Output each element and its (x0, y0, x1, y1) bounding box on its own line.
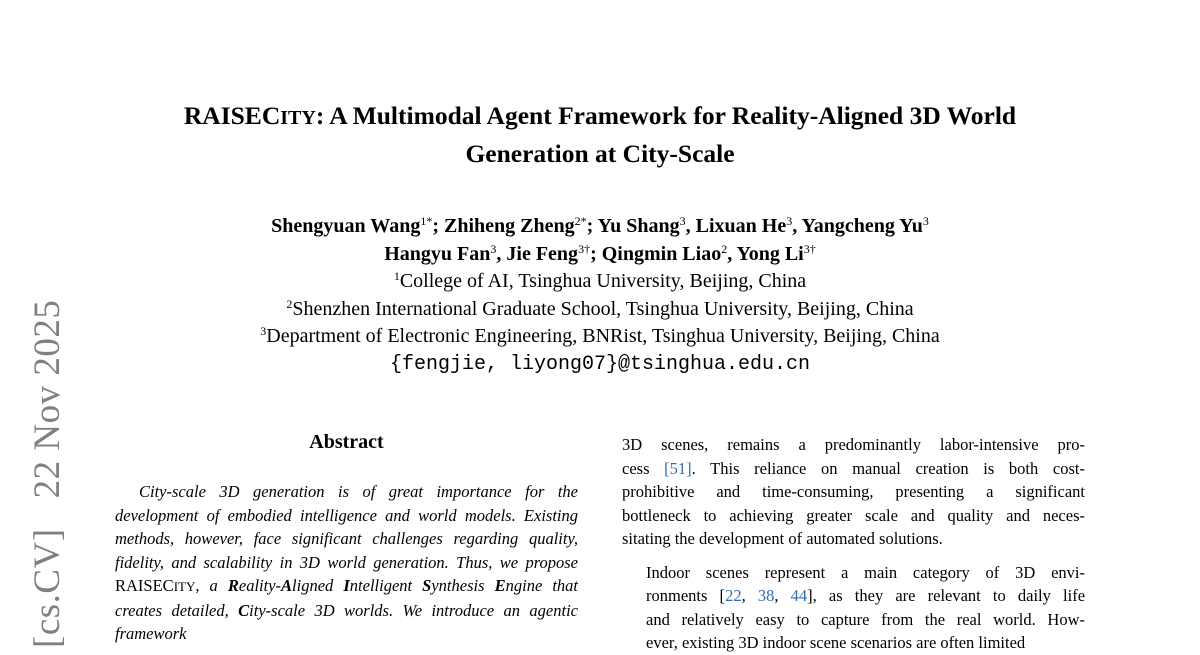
title-smallcaps: ITY (280, 107, 316, 129)
author-name: Qingmin Liao (601, 242, 722, 265)
acronym-letter: A (281, 576, 293, 595)
affiliation-number: 2 (286, 296, 293, 311)
author-affiliation-mark: 3 (786, 214, 793, 228)
author-separator: , (792, 215, 802, 237)
affiliation-line (0, 323, 1200, 351)
citation-link[interactable]: [51] (664, 458, 692, 478)
author-name: Zhiheng Zheng (444, 215, 575, 237)
author-affiliation-mark: 2* (574, 214, 587, 228)
author-line-2 (0, 241, 1200, 269)
author-affiliation-mark: 1* (420, 214, 433, 228)
acronym-letter: R (227, 576, 239, 595)
acronym-letter: C (238, 600, 250, 620)
text-line: prohibitive and time-consuming, presenting a significant (622, 482, 1085, 501)
acronym-letter: I (343, 576, 350, 595)
text-line: sitating the development of automated solutions. (622, 529, 943, 548)
system-name (115, 576, 195, 595)
affiliation-line (0, 268, 1200, 296)
system-name-smallcaps: ITY (173, 579, 196, 594)
abstract-body: ligned (292, 576, 344, 595)
author-name: Yangcheng Yu (801, 215, 923, 237)
author-block (0, 213, 1200, 378)
abstract-body: ity-scale 3D worlds. We introduce an agentic framework (115, 600, 578, 643)
author-name: Hangyu Fan (384, 242, 491, 265)
text-line: Indoor scenes represent a main category of 3D envi- (646, 562, 1085, 582)
affiliation-number: 1 (393, 269, 400, 283)
author-separator: , (496, 242, 507, 265)
author-separator: , (685, 215, 696, 237)
author-name: Shengyuan Wang (271, 215, 421, 237)
abstract-body: ynthesis (431, 576, 495, 595)
author-name: Yong Li (736, 242, 804, 265)
author-affiliation-mark: 3 (679, 214, 686, 228)
author-affiliation-mark: 3 (490, 241, 497, 256)
system-name-prefix: RAISEC (115, 576, 174, 595)
text-line: ronments [22, 38, 44], as they are relevant to daily life (646, 586, 1086, 605)
author-line-1 (0, 213, 1200, 241)
title-rest: : A Multimodal Agent Framework for Reality-Aligned 3D World (315, 101, 1017, 130)
text-line: 3D scenes, remains a predominantly labor-intensive pro- (622, 435, 1085, 454)
author-separator: ; (586, 215, 598, 237)
abstract-body: eality- (238, 576, 282, 595)
paper-title (0, 98, 1200, 171)
author-affiliation-mark: 3 (922, 214, 929, 228)
abstract-body: , a (195, 576, 228, 595)
affiliation-number: 3 (260, 324, 267, 338)
author-name: Jie Feng (506, 242, 579, 265)
text-line: cess [51]. This reliance on manual creation is both cost- (622, 458, 1085, 478)
author-affiliation-mark: 3† (803, 241, 816, 256)
affiliation-text: College of AI, Tsinghua University, Beijing, China (399, 270, 807, 292)
author-name: Yu Shang (597, 215, 680, 237)
abstract-text (115, 480, 578, 646)
citation-link[interactable]: 38 (757, 586, 775, 605)
abstract-body: City-scale 3D generation is of great importance for the development of embodied intelligence and world models. Existing methods, however, face significant challenges regarding quality, fidelity, and scalability in 3D world generation. Thus, we propose (115, 482, 578, 572)
affiliation-text: Department of Electronic Engineering, BNRist, Tsinghua University, Beijing, China (266, 325, 940, 347)
intro-paragraph-1 (622, 433, 1085, 551)
acronym-letter: S (422, 576, 432, 595)
text-line: and relatively easy to capture from the real world. How- (646, 609, 1085, 629)
citation-link[interactable]: 22 (725, 586, 742, 605)
author-separator: ; (432, 215, 444, 237)
author-name: Lixuan He (695, 215, 787, 237)
citation-link[interactable]: 44 (790, 586, 808, 605)
author-affiliation-mark: 3† (578, 241, 591, 256)
affiliation-text: Shenzhen International Graduate School, Tsinghua University, Beijing, China (292, 297, 914, 320)
author-separator: , (727, 242, 737, 265)
author-affiliation-mark: 2 (721, 241, 728, 256)
title-line-1 (0, 98, 1200, 136)
acronym-letter: E (494, 576, 506, 595)
contact-email: {fengjie, liyong07}@tsinghua.edu.cn (389, 352, 811, 376)
author-separator: ; (590, 242, 602, 265)
text-line: ever, existing 3D indoor scene scenarios are often limited (646, 633, 1026, 652)
intro-paragraph-2 (622, 561, 1085, 655)
abstract-heading: Abstract (309, 431, 384, 453)
arxiv-date: 22 Nov 2025 (27, 299, 68, 499)
affiliations (0, 268, 1200, 351)
introduction-column (622, 433, 1085, 655)
arxiv-category: [cs.CV] (27, 528, 68, 648)
affiliation-line (0, 296, 1200, 324)
title-prefix: RAISEC (183, 101, 281, 130)
text-line: bottleneck to achieving greater scale and quality and neces- (622, 505, 1085, 525)
abstract-body: ntelligent (349, 576, 423, 595)
abstract-body: ngine that creates detailed, (115, 576, 578, 620)
abstract-section (115, 431, 578, 646)
title-line-2: Generation at City-Scale (465, 139, 735, 168)
